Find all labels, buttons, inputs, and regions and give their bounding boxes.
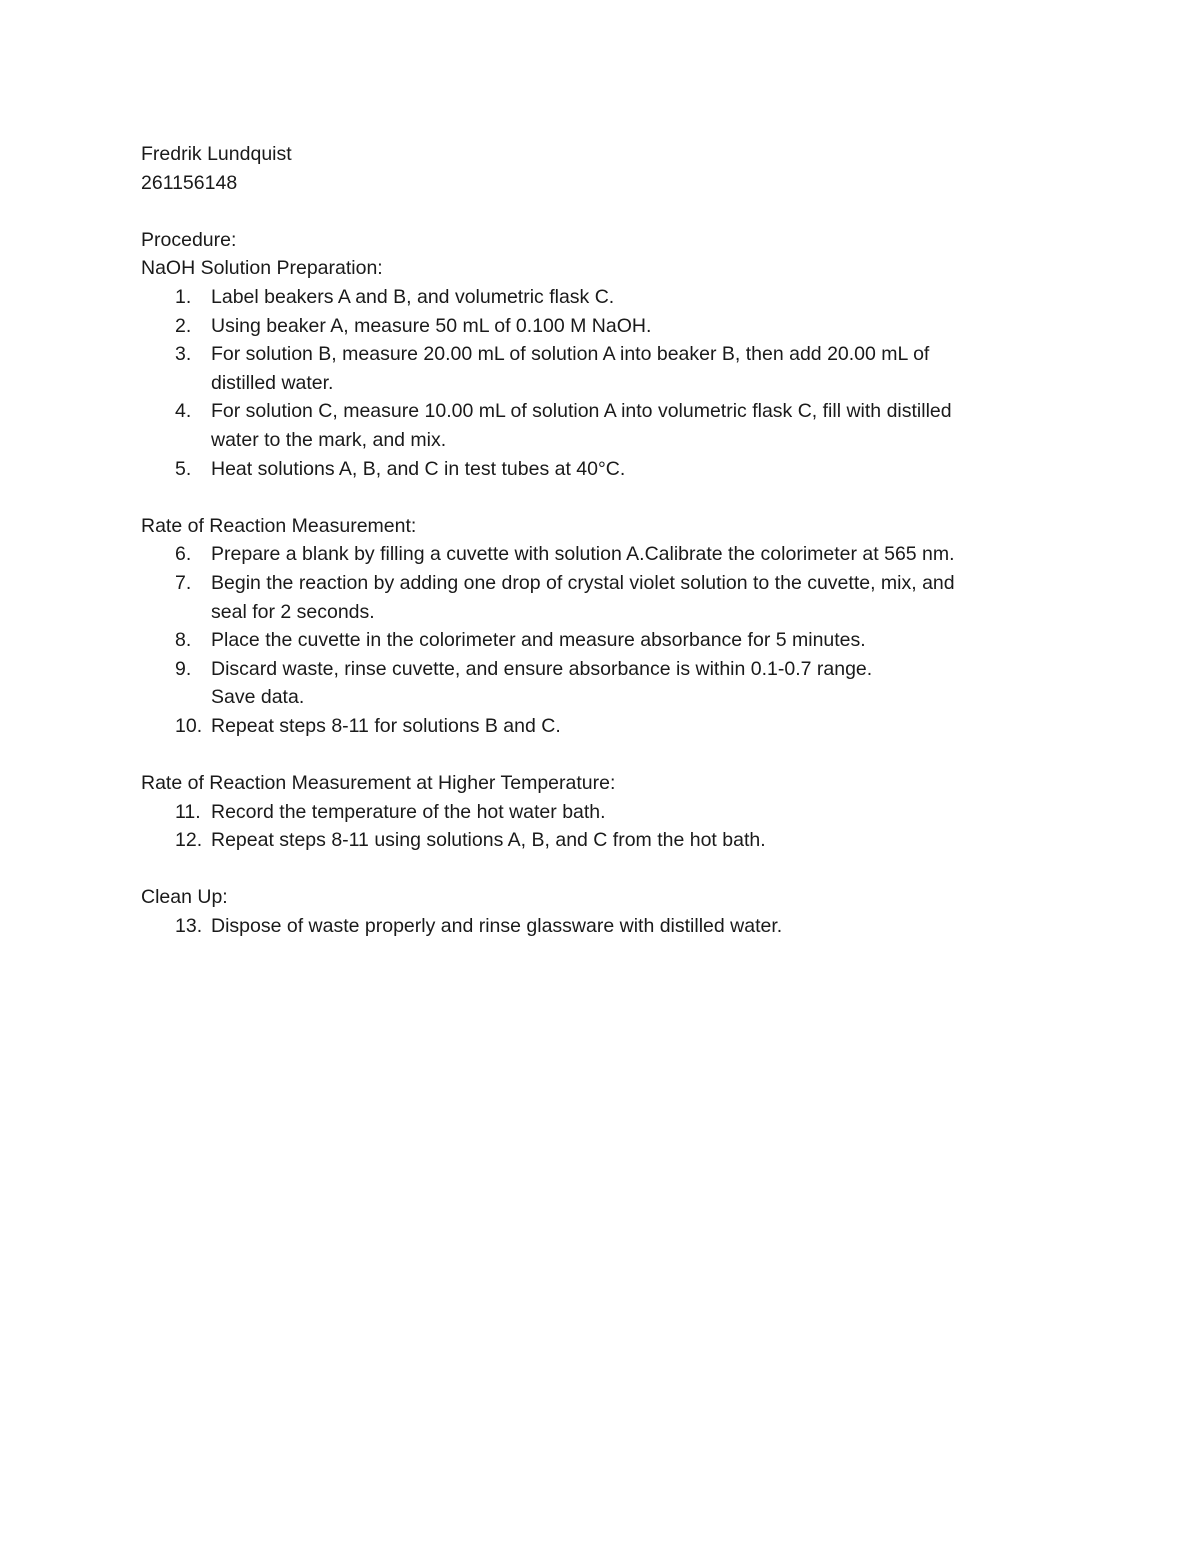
step-item [141, 455, 1051, 484]
step-item [141, 312, 1051, 341]
step-text: Repeat steps 8-11 using solutions A, B, and C from the hot bath. [211, 829, 766, 852]
spacer [141, 740, 1051, 769]
step-item [141, 826, 1051, 855]
step-list [141, 283, 1051, 483]
step-item [141, 798, 1051, 827]
step-text: Save data. [211, 686, 305, 709]
step-number: 1. [175, 285, 192, 308]
step-text: water to the mark, and mix. [211, 428, 447, 451]
step-list [141, 912, 1051, 941]
step-text: distilled water. [211, 371, 334, 394]
step-item [141, 283, 1051, 312]
step-item [141, 655, 1051, 712]
step-text: seal for 2 seconds. [211, 600, 375, 623]
step-text: For solution B, measure 20.00 mL of solution A into beaker B, then add 20.00 mL of [211, 343, 930, 366]
step-text: Record the temperature of the hot water bath. [211, 800, 606, 823]
step-number: 5. [175, 457, 192, 480]
step-number: 11. [175, 800, 201, 823]
section-heading: NaOH Solution Preparation: [141, 257, 383, 280]
spacer [141, 197, 1051, 226]
step-text: Dispose of waste properly and rinse glassware with distilled water. [211, 915, 783, 938]
step-text: Begin the reaction by adding one drop of crystal violet solution to the cuvette, mix, and [211, 571, 955, 594]
step-item [141, 540, 1051, 569]
step-number: 6. [175, 543, 192, 566]
step-text: Place the cuvette in the colorimeter and measure absorbance for 5 minutes. [211, 629, 866, 652]
step-text: Label beakers A and B, and volumetric flask C. [211, 285, 615, 308]
section-heading: Clean Up: [141, 886, 228, 909]
step-item [141, 912, 1051, 941]
spacer [141, 483, 1051, 512]
step-text: Heat solutions A, B, and C in test tubes at 40°C. [211, 457, 626, 480]
procedure-section [141, 883, 1051, 940]
step-number: 7. [175, 571, 192, 594]
step-number: 8. [175, 629, 192, 652]
step-number: 13. [175, 915, 203, 938]
section-heading: Rate of Reaction Measurement at Higher Temperature: [141, 772, 616, 795]
step-text: For solution C, measure 10.00 mL of solution A into volumetric flask C, fill with distilled [211, 400, 952, 423]
author-name: Fredrik Lundquist [141, 143, 292, 165]
step-text: Repeat steps 8-11 for solutions B and C. [211, 714, 561, 737]
step-number: 9. [175, 657, 192, 680]
procedure-section [141, 769, 1051, 855]
step-item [141, 712, 1051, 741]
procedure-sections [141, 226, 1051, 941]
step-item [141, 569, 1051, 626]
step-text: Discard waste, rinse cuvette, and ensure absorbance is within 0.1-0.7 range. [211, 657, 873, 680]
step-number: 4. [175, 400, 192, 423]
spacer [141, 855, 1051, 884]
step-text: Prepare a blank by filling a cuvette with solution A.Calibrate the colorimeter at 565 nm. [211, 543, 955, 566]
step-item [141, 626, 1051, 655]
procedure-section [141, 226, 1051, 483]
step-number: 10. [175, 714, 203, 737]
step-number: 3. [175, 343, 192, 366]
step-number: 12. [175, 829, 203, 852]
section-heading: Procedure: [141, 228, 237, 251]
step-item [141, 397, 1051, 454]
section-heading: Rate of Reaction Measurement: [141, 514, 417, 537]
step-item [141, 340, 1051, 397]
document-page [141, 140, 1051, 941]
step-text: Using beaker A, measure 50 mL of 0.100 M NaOH. [211, 314, 652, 337]
step-list [141, 798, 1051, 855]
step-list [141, 540, 1051, 740]
student-id: 261156148 [141, 171, 238, 194]
step-number: 2. [175, 314, 192, 337]
procedure-section [141, 512, 1051, 741]
